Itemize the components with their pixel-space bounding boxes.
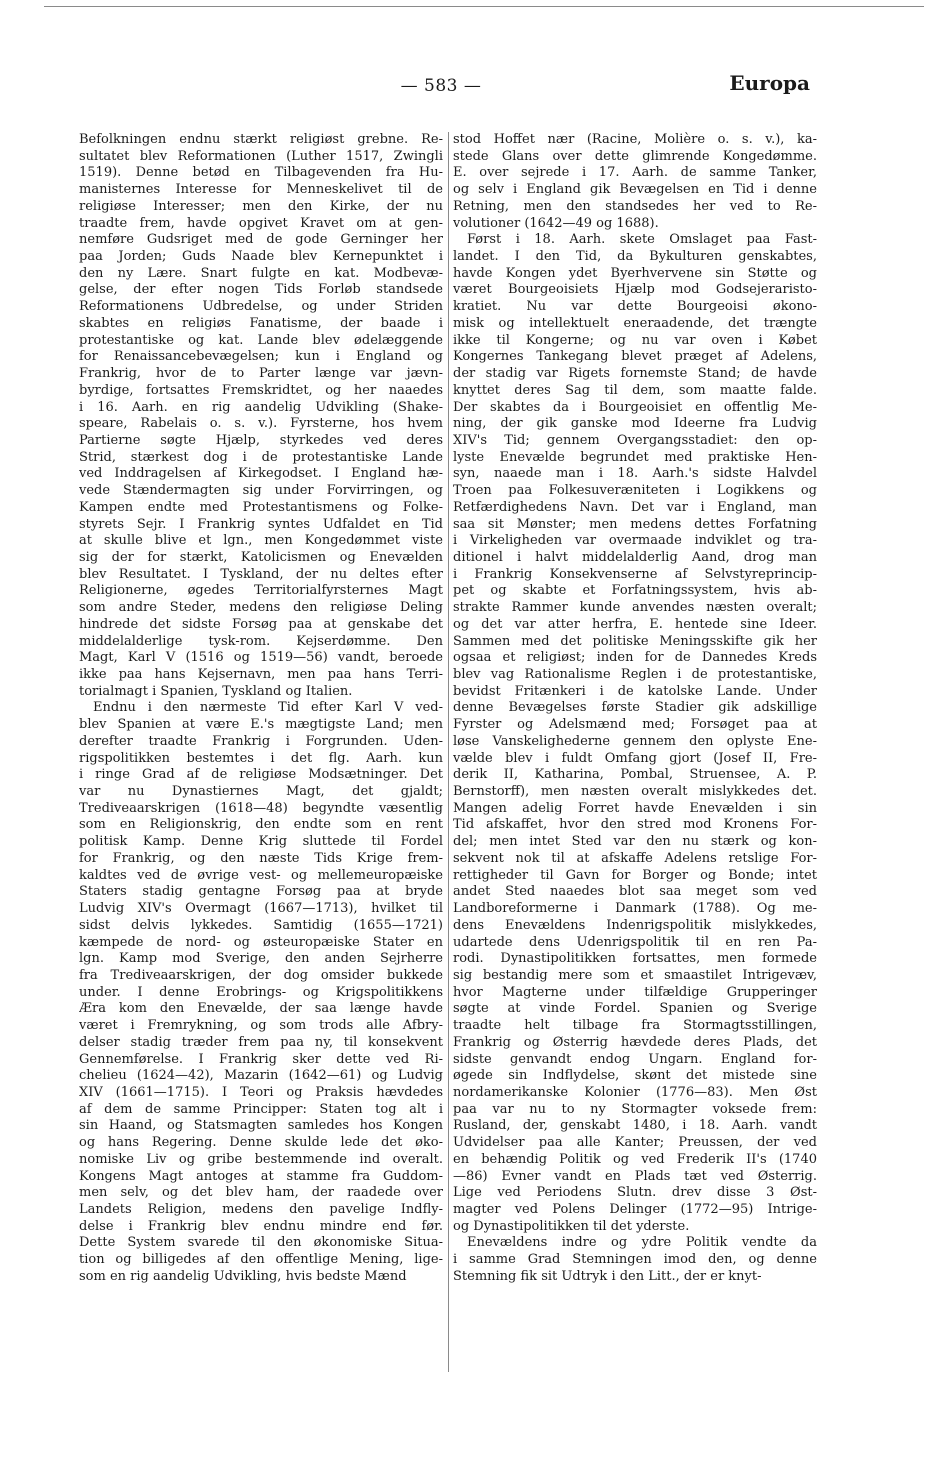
text-line: landet. I den Tid, da Bykulturen genskabtes, bbox=[453, 249, 817, 265]
text-line: fra Trediveaarskrigen, der dog omsider bukkede bbox=[79, 967, 443, 983]
text-line: XIV's Tid; gennem Overgangsstadiet: den op- bbox=[453, 432, 817, 448]
text-line: var nu Dynastiernes Magt, det gjaldt; bbox=[79, 784, 443, 800]
text-line: Befolkningen endnu stærkt religiøst grebne. Re- bbox=[79, 132, 443, 147]
text-line: Trediveaarskrigen (1618—48) begyndte væsentlig bbox=[79, 800, 443, 816]
text-line: og det var atter herfra, E. hentede sine Ideer. bbox=[453, 616, 817, 632]
text-line: traadte frem, havde opgivet Kravet om at gen- bbox=[79, 215, 443, 231]
text-line: ogsaa et religiøst; inden for de Dannedes Kreds bbox=[453, 650, 817, 666]
text-line: styrets Sejr. I Frankrig syntes Udfaldet en Tid bbox=[79, 516, 443, 532]
text-line: Retning, men den standsedes her ved to Re- bbox=[453, 198, 817, 214]
text-line: Først i 18. Aarh. skete Omslaget paa Fast- bbox=[467, 232, 817, 248]
left-column bbox=[79, 132, 443, 1286]
text-line: Fyrster og Adelsmænd med; Forsøget paa at bbox=[453, 717, 817, 733]
text-line: Ludvig XIV's Overmagt (1667—1713), hvilket til bbox=[79, 901, 443, 917]
text-line: Enevældens indre og ydre Politik vendte da bbox=[467, 1235, 817, 1251]
text-line: Landboreformerne i Danmark (1788). Og me- bbox=[453, 901, 817, 917]
text-line: volutioner (1642—49 og 1688). bbox=[453, 215, 659, 231]
text-line: i Virkeligheden var overmaade indviklet og tra- bbox=[453, 533, 817, 549]
text-line: for Frankrig, og den næste Tids Krige frem- bbox=[79, 850, 443, 866]
text-line: traadte helt tilbage fra Stormagtsstillingen, bbox=[453, 1018, 817, 1034]
text-line: Landets Religion, medens den pavelige Indfly- bbox=[79, 1202, 443, 1217]
text-line: under. I denne Erobrings- og Krigspolitikkens bbox=[79, 984, 443, 1000]
text-line: Reformationens Udbredelse, og under Striden bbox=[79, 299, 443, 315]
text-line: sin Haand, og Statsmagten samledes hos Kongen bbox=[79, 1118, 443, 1134]
text-line: byrdige, fortsattes Fremskridtet, og her naaedes bbox=[79, 382, 443, 398]
text-line: Stemning fik sit Udtryk i den Litt., der er knyt- bbox=[453, 1268, 762, 1284]
text-line: Der skabtes da i Bourgeoisiet en offentlig Me- bbox=[453, 399, 817, 415]
text-line: paa Jorden; Guds Naade blev Kernepunktet i bbox=[79, 249, 443, 265]
text-line: delser stadig træder frem paa ny, til konsekvent bbox=[79, 1034, 443, 1050]
text-line: Religionerne, øgedes Territorialfyrsternes Magt bbox=[79, 583, 443, 599]
column-divider bbox=[448, 132, 449, 1372]
text-line: ditionel i halvt middelalderlig Aand, drog man bbox=[453, 549, 817, 565]
text-line: magter ved Polens Delinger (1772—95) Intrige- bbox=[453, 1202, 817, 1217]
text-line: 1519). Denne betød en Tilbagevenden fra Hu- bbox=[79, 165, 443, 181]
text-line: og selv i England gik Bevægelsen en Tid i denne bbox=[453, 182, 817, 198]
text-line: lgn. Kamp mod Sverige, den anden Sejrherre bbox=[79, 951, 443, 967]
text-line: ning, der gik ganske mod Ideerne fra Ludvig bbox=[453, 416, 817, 432]
text-line: sidste genvandt endog Ungarn. England for- bbox=[453, 1051, 817, 1067]
text-line: middelalderlige tysk-rom. Kejserdømme. Den bbox=[79, 633, 443, 649]
text-line: løse Vanskelighederne gennem den oplyste Ene- bbox=[453, 733, 817, 749]
text-line: af dem de samme Principper: Staten tog alt i bbox=[79, 1101, 443, 1117]
text-line: derefter traadte Frankrig i Forgrunden. Uden- bbox=[79, 733, 443, 749]
text-line: sidst delvis lykkedes. Samtidig (1655—1721) bbox=[79, 917, 443, 933]
text-line: Retfærdighedens Navn. Det var i England, man bbox=[453, 499, 817, 515]
text-line: som andre Steder, medens den religiøse Deling bbox=[79, 600, 443, 616]
text-line: Kongens Magt antoges at stamme fra Guddom- bbox=[79, 1168, 443, 1184]
text-line: i ringe Grad af de religiøse Modsætninger. Det bbox=[79, 767, 443, 783]
text-line: været Bourgeoisiets Hjælp mod Godsejeraristo- bbox=[453, 282, 817, 298]
text-line: dens Enevældens Indenrigspolitik mislykkedes, bbox=[453, 917, 817, 933]
text-line: tion og billigedes af den offentlige Mening, lige- bbox=[79, 1252, 443, 1268]
text-line: nordamerikanske Kolonier (1776—83). Men Øst bbox=[453, 1084, 817, 1100]
text-line: Bernstorff), men næsten overalt mislykkedes det. bbox=[453, 784, 817, 800]
text-line: delse i Frankrig blev endnu mindre end før. bbox=[79, 1218, 443, 1234]
text-line: torialmagt i Spanien, Tyskland og Italien. bbox=[79, 683, 353, 699]
text-line: vælde blev i fuldt Omfang gjort (Josef II, Fre- bbox=[453, 750, 817, 766]
text-line: vede Stændermagten sig under Forvirringen, og bbox=[79, 483, 443, 499]
text-line: kæmpede de nord- og østeuropæiske Stater en bbox=[79, 934, 443, 950]
text-line: politisk Kamp. Denne Krig sluttede til Fordel bbox=[79, 834, 443, 850]
text-line: manisternes Interesse for Menneskelivet til de bbox=[79, 182, 443, 198]
text-line: ikke paa hans Kejsernavn, men paa hans Terri- bbox=[79, 667, 443, 682]
text-line: sultatet blev Reformationen (Luther 1517, Zwingli bbox=[79, 148, 443, 164]
text-line: kaldtes ved de øvrige vest- og mellemeuropæiske bbox=[79, 867, 443, 883]
text-line: Mangen adelig Forret havde Enevælden i sin bbox=[453, 800, 817, 816]
text-line: nemføre Gudsriget med de gode Gerninger her bbox=[79, 232, 443, 248]
text-line: og Dynastipolitikken til det yderste. bbox=[453, 1218, 690, 1234]
text-line: Lige ved Periodens Slutn. drev disse 3 Øst- bbox=[453, 1185, 817, 1201]
text-line: —86) Evner vandt en Plads tæt ved Østerrig. bbox=[453, 1168, 817, 1184]
text-line: Udvidelser paa alle Kanter; Preussen, der ved bbox=[453, 1135, 817, 1151]
text-line: rigspolitikken bestemtes i det flg. Aarh. kun bbox=[79, 750, 443, 766]
text-line: rettigheder til Gavn for Borger og Bonde; intet bbox=[453, 867, 817, 883]
text-line: Æra kom den Enevælde, der saa længe havde bbox=[79, 1001, 443, 1017]
text-line: XIV (1661—1715). I Teori og Praksis hævdedes bbox=[79, 1084, 443, 1100]
text-line: ikke til Kongerne; og nu var oven i Købet bbox=[453, 332, 817, 348]
text-line: og hans Regering. Denne skulde lede det øko- bbox=[79, 1135, 443, 1151]
text-line: rodi. Dynastipolitikken fortsattes, men formede bbox=[453, 951, 817, 967]
text-line: søgte at vinde Fordel. Spanien og Sverige bbox=[453, 1001, 817, 1017]
text-line: paa var nu to ny Stormagter voksede frem: bbox=[453, 1101, 817, 1117]
text-line: sekvent nok til at afskaffe Adelens retslige For- bbox=[453, 850, 817, 866]
text-line: i 16. Aarh. en rig aandelig Udvikling (Shake- bbox=[79, 399, 443, 415]
text-line: kratiet. Nu var dette Bourgeoisi økono- bbox=[453, 299, 817, 315]
text-line: saa sit Mønster; men medens dettes Forfatning bbox=[453, 516, 817, 532]
text-line: den ny Lære. Snart fulgte en kat. Modbevæ- bbox=[79, 265, 443, 281]
text-line: nomiske Liv og gribe bestemmende ind overalt. bbox=[79, 1151, 443, 1167]
text-line: Magt, Karl V (1516 og 1519—56) vandt, beroede bbox=[79, 650, 443, 666]
text-line: Staters stadig gentagne Forsøg paa at bryde bbox=[79, 884, 443, 900]
text-line: blev Resultatet. I Tyskland, der nu deltes efter bbox=[79, 566, 443, 582]
page-number: — 583 — bbox=[400, 76, 482, 96]
running-head: Europa bbox=[729, 71, 810, 95]
text-line: pet og skabte et Forfatningssystem, hvis ab- bbox=[453, 583, 817, 599]
text-line: knyttet deres Sag til dem, som maatte falde. bbox=[453, 382, 817, 398]
text-line: Kampen endte med Protestantismens og Folke- bbox=[79, 499, 443, 515]
text-line: hindrede det sidste Forsøg paa at genskabe det bbox=[79, 616, 443, 632]
text-line: protestantiske og kat. Lande blev ødelæggende bbox=[79, 332, 443, 348]
text-line: øgede sin Indflydelse, skønt det mistede sine bbox=[453, 1068, 817, 1084]
text-line: strakte Rammer kunde anvendes næsten overalt; bbox=[453, 600, 817, 616]
text-line: misk og intellektuelt eneraadende, det trængte bbox=[453, 315, 817, 331]
text-line: andet Sted naaedes blot saa meget som ved bbox=[453, 884, 817, 900]
text-line: at skulle blive et lgn., men Kongedømmet viste bbox=[79, 533, 443, 549]
text-line: blev vag Rationalisme Reglen i de protestantiske, bbox=[453, 667, 817, 682]
text-line: en behændig Politik og ved Frederik II's (1740 bbox=[453, 1151, 817, 1167]
text-line: derik II, Katharina, Pombal, Struensee, A. P. bbox=[453, 767, 817, 783]
text-line: som en Religionskrig, den endte som en rent bbox=[79, 817, 443, 833]
text-line: der stadig var Rigets fornemste Stand; de havde bbox=[453, 366, 817, 382]
text-line: Rusland, der, genskabt 1480, i 18. Aarh. vandt bbox=[453, 1118, 817, 1134]
text-line: denne Bevægelses første Stadier gik adskillige bbox=[453, 700, 817, 716]
text-line: skabtes en religiøs Fanatisme, der baade i bbox=[79, 315, 443, 331]
text-line: stede Glans over dette glimrende Kongedømme. bbox=[453, 148, 817, 164]
text-line: chelieu (1624—42), Mazarin (1642—61) og Ludvig bbox=[79, 1068, 443, 1084]
text-line: speare, Rabelais o. s. v.). Fyrsterne, hos hvem bbox=[79, 416, 443, 432]
text-line: Troen paa Folkesuveræniteten i Logikkens og bbox=[453, 483, 817, 499]
text-line: syn, naaede man i 18. Aarh.'s sidste Halvdel bbox=[453, 466, 817, 482]
text-line: lyste Enevælde begrundet med praktiske Hen- bbox=[453, 449, 817, 465]
text-line: i samme Grad Stemningen imod den, og denne bbox=[453, 1252, 817, 1268]
text-line: sig der for stærkt, Katolicismen og Enevælden bbox=[79, 549, 443, 565]
text-line: Gennemførelse. I Frankrig sker dette ved Ri- bbox=[79, 1051, 443, 1067]
text-line: Kongernes Tankegang blevet præget af Adelens, bbox=[453, 349, 817, 365]
text-line: Tid afskaffet, hvor den stred mod Kronens For- bbox=[453, 817, 817, 833]
text-line: Endnu i den nærmeste Tid efter Karl V ved- bbox=[93, 700, 443, 716]
text-line: Frankrig, hvor de to Parter længe var jævn- bbox=[79, 366, 443, 382]
right-column bbox=[453, 132, 817, 1286]
text-line: gelse, der efter nogen Tids Forløb standsede bbox=[79, 282, 443, 298]
text-line: ved Inddragelsen af Kirkegodset. I England hæ- bbox=[79, 466, 443, 482]
text-line: Frankrig og Østerrig hævdede deres Plads, det bbox=[453, 1034, 817, 1050]
text-line: hvor Magterne under tilfældige Grupperinger bbox=[453, 984, 817, 1000]
text-line: bevidst Fritænkeri i de katolske Lande. Under bbox=[453, 683, 817, 699]
text-line: sig bestandig mere som et smaastilet Intrigevæv, bbox=[453, 967, 817, 983]
text-line: Sammen med det politiske Meningsskifte gik her bbox=[453, 633, 817, 649]
text-line: del; men intet Sted var den nu stærk og kon- bbox=[453, 834, 817, 850]
text-line: Partierne søgte Hjælp, styrkedes ved deres bbox=[79, 432, 443, 448]
text-line: blev Spanien at være E.'s mægtigste Land; men bbox=[79, 717, 443, 733]
text-line: som en rig aandelig Udvikling, hvis bedste Mænd bbox=[79, 1268, 407, 1284]
text-line: Dette System svarede til den økonomiske Situa- bbox=[79, 1235, 443, 1251]
text-line: religiøse Interesser; men den Kirke, der nu bbox=[79, 198, 443, 214]
text-line: stod Hoffet nær (Racine, Molière o. s. v.), ka- bbox=[453, 132, 817, 147]
text-line: men selv, og det blev ham, der raadede over bbox=[79, 1185, 443, 1201]
text-line: i Frankrig Konsekvenserne af Selvstyreprincip- bbox=[453, 566, 817, 582]
text-line: Strid, stærkest dog i de protestantiske Lande bbox=[79, 449, 443, 465]
text-line: for Renaissancebevægelsen; kun i England og bbox=[79, 349, 443, 365]
text-line: været i Fremrykning, og som trods alle Afbry- bbox=[79, 1018, 443, 1034]
page-header bbox=[0, 62, 936, 102]
top-rule bbox=[44, 6, 924, 7]
text-line: E. over sejrede i 17. Aarh. de samme Tanker, bbox=[453, 165, 817, 181]
text-line: udartede dens Udenrigspolitik til en ren Pa- bbox=[453, 934, 817, 950]
text-line: havde Kongen ydet Byerhvervene sin Støtte og bbox=[453, 265, 817, 281]
